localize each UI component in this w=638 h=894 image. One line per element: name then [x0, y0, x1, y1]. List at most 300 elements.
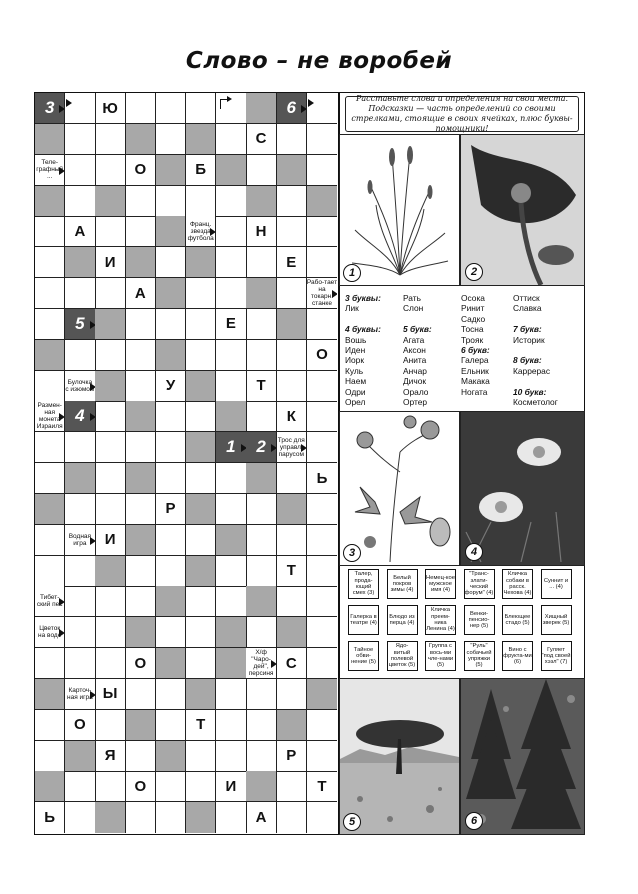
grid-cell[interactable]: [126, 710, 156, 741]
grid-cell[interactable]: [307, 556, 337, 587]
grid-cell[interactable]: [156, 802, 186, 833]
word-entry: Славка: [513, 303, 542, 314]
grid-cell[interactable]: [307, 741, 337, 772]
grid-cell[interactable]: [126, 525, 156, 556]
white-flowers-illustration: [461, 412, 584, 565]
grid-cell[interactable]: [246, 371, 276, 402]
grid-cell[interactable]: [126, 93, 156, 124]
grid-cell[interactable]: [186, 741, 216, 772]
grid-cell[interactable]: [95, 710, 125, 741]
grid-cell[interactable]: [277, 309, 307, 340]
clue-cell-text: Размен-ная монета Израиля: [36, 402, 63, 431]
grid-cell[interactable]: [95, 216, 125, 247]
grid-cell[interactable]: [95, 525, 125, 556]
grid-cell[interactable]: [186, 155, 216, 186]
word-entry: [513, 376, 558, 386]
grid-cell[interactable]: [307, 186, 337, 217]
grid-cell[interactable]: [95, 771, 125, 802]
grid-cell[interactable]: [216, 309, 246, 340]
grid-cell[interactable]: [65, 494, 95, 525]
grid-cell: [246, 432, 276, 463]
grid-cell[interactable]: [246, 617, 276, 648]
photo-4-flowers: [460, 411, 585, 566]
grid-cell[interactable]: [156, 525, 186, 556]
grid-cell[interactable]: [186, 648, 216, 679]
grid-cell[interactable]: [35, 371, 65, 402]
grid-cell[interactable]: [126, 340, 156, 371]
hint-box: Немец-кое мужское имя (4): [425, 569, 456, 599]
word-entry: Ортер: [403, 397, 428, 408]
grid-cell[interactable]: [95, 278, 125, 309]
grid-cell[interactable]: [35, 340, 65, 371]
grid-cell[interactable]: [216, 124, 246, 155]
grid-cell[interactable]: [65, 648, 95, 679]
grid-cell[interactable]: [277, 648, 307, 679]
grid-cell[interactable]: [35, 216, 65, 247]
photo-number-badge: 3: [343, 544, 361, 562]
grid-cell[interactable]: [246, 710, 276, 741]
grid-cell[interactable]: [186, 525, 216, 556]
grid-cell[interactable]: [246, 679, 276, 710]
grid-cell[interactable]: [65, 802, 95, 833]
clue-cell-text: Трос для управл. парусом: [277, 432, 306, 462]
clue-cell-text: Булочка с изюмом: [65, 371, 94, 401]
grid-cell[interactable]: [95, 155, 125, 186]
grid-cell[interactable]: [216, 494, 246, 525]
grid-cell[interactable]: [126, 216, 156, 247]
grid-cell[interactable]: [126, 278, 156, 309]
hint-box: "Руль" собачьей упряжки (5): [464, 641, 495, 671]
word-entry: Одри: [345, 386, 366, 397]
grid-cell[interactable]: [156, 124, 186, 155]
grid-cell[interactable]: [216, 155, 246, 186]
grid-cell[interactable]: [156, 278, 186, 309]
clue-cell-text: Рабо-тает на токарн. станке: [306, 279, 338, 308]
grid-cell[interactable]: [35, 247, 65, 278]
hint-box: Вино с фрукта-ми (6): [502, 641, 533, 671]
grid-cell[interactable]: [246, 309, 276, 340]
grid-cell[interactable]: [216, 556, 246, 587]
grid-cell[interactable]: [216, 802, 246, 833]
grid-cell[interactable]: [307, 463, 337, 494]
clue-cell: [65, 679, 95, 710]
grid-cell[interactable]: [307, 586, 337, 617]
grid-cell[interactable]: [95, 401, 125, 432]
grid-cell[interactable]: [216, 278, 246, 309]
hint-box: Кличка преем-ника Ленина (4): [425, 605, 456, 635]
grid-cell[interactable]: [307, 309, 337, 340]
grid-cell[interactable]: [156, 463, 186, 494]
grid-cell[interactable]: [156, 617, 186, 648]
grid-cell[interactable]: [307, 802, 337, 833]
grid-cell[interactable]: [35, 186, 65, 217]
grid-cell[interactable]: [126, 648, 156, 679]
photo-number-cell: 3: [44, 98, 55, 118]
grid-cell[interactable]: [156, 710, 186, 741]
grid-cell[interactable]: [156, 93, 186, 124]
grid-cell[interactable]: [186, 556, 216, 587]
clue-cell: [35, 401, 65, 432]
grid-cell[interactable]: [126, 494, 156, 525]
grid-cell[interactable]: [186, 278, 216, 309]
grid-cell[interactable]: [246, 93, 276, 124]
grid-cell[interactable]: [95, 556, 125, 587]
grid-cell[interactable]: [95, 586, 125, 617]
grid-cell[interactable]: [126, 186, 156, 217]
grid-cell[interactable]: [35, 525, 65, 556]
grid-cell[interactable]: [65, 432, 95, 463]
grid-cell[interactable]: [95, 309, 125, 340]
grid-cell[interactable]: [216, 586, 246, 617]
grid-cell[interactable]: [35, 710, 65, 741]
grid-cell[interactable]: [186, 124, 216, 155]
grid-cell[interactable]: [65, 247, 95, 278]
word-entry: Наем: [345, 376, 367, 387]
grid-cell[interactable]: [95, 679, 125, 710]
grid-cell[interactable]: [277, 124, 307, 155]
grid-cell[interactable]: [95, 247, 125, 278]
arrow-right-icon: [308, 99, 314, 107]
grid-cell[interactable]: [156, 648, 186, 679]
hint-box: Талер, прода-ющий смех (3): [348, 569, 379, 599]
grid-cell[interactable]: [307, 648, 337, 679]
grid-cell[interactable]: [307, 771, 337, 802]
clue-cell-text: Франц. звезда футбола: [186, 216, 215, 246]
grid-cell[interactable]: [65, 155, 95, 186]
morning-glory-illustration: [461, 135, 584, 285]
word-length-heading: 7 букв:: [513, 324, 542, 335]
photo-number-badge: 5: [343, 813, 361, 831]
clue-cell: [65, 371, 95, 402]
grid-cell[interactable]: [35, 309, 65, 340]
grid-cell[interactable]: [126, 401, 156, 432]
grid-cell[interactable]: [126, 155, 156, 186]
grid-cell[interactable]: [246, 771, 276, 802]
grid-cell[interactable]: [35, 679, 65, 710]
word-entry: [513, 345, 558, 355]
grid-cell[interactable]: [65, 186, 95, 217]
grid-cell[interactable]: [186, 586, 216, 617]
grid-cell[interactable]: [246, 155, 276, 186]
word-entry: Агата: [403, 334, 425, 345]
grid-cell[interactable]: [156, 401, 186, 432]
grid-cell[interactable]: [216, 216, 246, 247]
grid-cell[interactable]: [246, 247, 276, 278]
grid-cell[interactable]: [95, 617, 125, 648]
grid-cell[interactable]: [186, 494, 216, 525]
grid-cell[interactable]: [35, 802, 65, 833]
word-entry: [345, 314, 381, 324]
grid-cell[interactable]: [277, 401, 307, 432]
grid-cell[interactable]: [126, 371, 156, 402]
grid-cell[interactable]: [186, 802, 216, 833]
grid-cell[interactable]: [156, 371, 186, 402]
crossword-grid: [34, 92, 339, 835]
word-entry: Куль: [345, 365, 364, 376]
grid-cell[interactable]: [216, 93, 246, 124]
grid-cell[interactable]: [126, 679, 156, 710]
grid-cell[interactable]: [246, 802, 276, 833]
grid-cell[interactable]: [156, 186, 186, 217]
cell-letter: Я: [104, 747, 116, 765]
grid-cell[interactable]: [126, 586, 156, 617]
word-entry: Лик: [345, 303, 359, 314]
grid-cell[interactable]: [186, 340, 216, 371]
grid-cell[interactable]: [277, 216, 307, 247]
grid-cell[interactable]: [95, 93, 125, 124]
grid-cell[interactable]: [277, 556, 307, 587]
grid-cell[interactable]: [246, 401, 276, 432]
bent-arrow-icon: [220, 99, 230, 109]
grid-cell[interactable]: [186, 679, 216, 710]
grid-cell[interactable]: [307, 525, 337, 556]
word-entry: Анчар: [403, 365, 427, 376]
grid-cell[interactable]: [126, 124, 156, 155]
grid-cell[interactable]: [246, 340, 276, 371]
photo-number-badge: 2: [465, 263, 483, 281]
cell-letter: И: [104, 531, 116, 549]
grid-cell[interactable]: [307, 401, 337, 432]
grid-cell[interactable]: [35, 771, 65, 802]
grid-cell[interactable]: [277, 710, 307, 741]
grid-cell[interactable]: [307, 340, 337, 371]
grid-cell[interactable]: [186, 710, 216, 741]
grid-cell[interactable]: [126, 802, 156, 833]
grid-cell[interactable]: [95, 741, 125, 772]
grid-cell[interactable]: [186, 371, 216, 402]
grid-cell[interactable]: [156, 309, 186, 340]
word-entry: Иден: [345, 345, 366, 356]
grid-cell[interactable]: [35, 432, 65, 463]
grid-cell[interactable]: [65, 556, 95, 587]
grid-cell[interactable]: [35, 494, 65, 525]
grid-cell[interactable]: [65, 771, 95, 802]
grid-cell[interactable]: [186, 771, 216, 802]
word-entry: Оттиск: [513, 293, 540, 303]
word-column-2: [403, 293, 432, 407]
grid-cell[interactable]: [277, 186, 307, 217]
grid-cell[interactable]: [156, 155, 186, 186]
grid-cell[interactable]: [277, 586, 307, 617]
grid-cell[interactable]: [216, 463, 246, 494]
hint-box: Венки-пенсио-нер (5): [464, 605, 495, 635]
grid-cell[interactable]: [216, 710, 246, 741]
hint-box: Суннит и ... (4): [541, 569, 572, 599]
grid-cell[interactable]: [277, 278, 307, 309]
grid-cell[interactable]: [277, 741, 307, 772]
grid-cell[interactable]: [246, 741, 276, 772]
grid-cell[interactable]: [246, 586, 276, 617]
grid-cell[interactable]: [65, 617, 95, 648]
grid-cell[interactable]: [216, 741, 246, 772]
grid-cell[interactable]: [126, 771, 156, 802]
grid-cell[interactable]: [95, 186, 125, 217]
cell-letter: А: [74, 222, 86, 240]
instructions-box: [345, 96, 579, 132]
grid-cell[interactable]: [126, 247, 156, 278]
grid-cell[interactable]: [156, 586, 186, 617]
grid-cell[interactable]: [277, 371, 307, 402]
grid-cell[interactable]: [307, 617, 337, 648]
grid-cell[interactable]: [65, 278, 95, 309]
grid-cell[interactable]: [95, 340, 125, 371]
grid-cell[interactable]: [156, 494, 186, 525]
grid-cell[interactable]: [186, 247, 216, 278]
grid-cell[interactable]: [307, 124, 337, 155]
grid-cell[interactable]: [246, 186, 276, 217]
word-entry: Аксон: [403, 345, 426, 356]
grid-cell[interactable]: [246, 216, 276, 247]
grid-cell[interactable]: [65, 216, 95, 247]
photo-number-badge: 4: [465, 543, 483, 561]
grid-cell[interactable]: [35, 278, 65, 309]
grid-cell[interactable]: [277, 525, 307, 556]
grid-cell[interactable]: [65, 463, 95, 494]
acacia-tree-illustration: [340, 679, 459, 834]
grid-cell[interactable]: [246, 124, 276, 155]
cell-letter: Б: [195, 161, 207, 179]
grid-cell[interactable]: [246, 463, 276, 494]
grid-cell[interactable]: [65, 340, 95, 371]
grid-cell[interactable]: [65, 124, 95, 155]
cell-letter: К: [286, 407, 296, 425]
grid-cell[interactable]: [95, 494, 125, 525]
grid-cell[interactable]: [186, 401, 216, 432]
photo-5-tree: [339, 678, 460, 835]
grid-cell[interactable]: [156, 741, 186, 772]
grid-cell[interactable]: [277, 802, 307, 833]
grid-cell[interactable]: [35, 556, 65, 587]
cell-letter: Ы: [102, 685, 118, 703]
grid-cell[interactable]: [307, 494, 337, 525]
clue-cell: [186, 216, 216, 247]
grid-cell[interactable]: [246, 525, 276, 556]
grid-cell[interactable]: [65, 741, 95, 772]
grid-cell[interactable]: [95, 371, 125, 402]
grid-cell[interactable]: [156, 247, 186, 278]
grid-cell[interactable]: [216, 525, 246, 556]
grid-cell[interactable]: [307, 710, 337, 741]
grid-cell[interactable]: [186, 617, 216, 648]
grid-cell[interactable]: [35, 463, 65, 494]
cell-letter: О: [134, 654, 147, 672]
grid-cell[interactable]: [277, 771, 307, 802]
grid-cell[interactable]: [95, 463, 125, 494]
grid-cell[interactable]: [277, 494, 307, 525]
grid-cell[interactable]: [126, 556, 156, 587]
clue-cell-text: Цветок на воде: [35, 617, 64, 647]
grid-cell[interactable]: [216, 186, 246, 217]
grid-cell[interactable]: [216, 247, 246, 278]
grid-cell[interactable]: [307, 679, 337, 710]
grid-cell[interactable]: [126, 617, 156, 648]
grid-cell[interactable]: [156, 771, 186, 802]
grid-cell[interactable]: [246, 278, 276, 309]
grid-cell[interactable]: [277, 155, 307, 186]
cell-letter: Е: [286, 253, 297, 271]
word-entry: Садко: [461, 313, 486, 324]
photo-6-forest: [460, 678, 585, 835]
grid-cell[interactable]: [156, 432, 186, 463]
hint-box: Блюдо из перца (4): [387, 605, 418, 635]
grid-cell[interactable]: [156, 340, 186, 371]
clue-cell-text: Х/ф "Чаро-дей", персиня: [246, 648, 275, 678]
grid-cell[interactable]: [307, 155, 337, 186]
clue-cell: [35, 617, 65, 648]
grid-cell[interactable]: [126, 309, 156, 340]
word-column-1: [345, 293, 381, 407]
cell-letter: И: [225, 777, 237, 795]
grid-cell[interactable]: [186, 93, 216, 124]
cell-letter: Р: [286, 747, 297, 765]
grid-cell[interactable]: [186, 432, 216, 463]
grass-plant-illustration: [340, 135, 459, 285]
grid-cell[interactable]: [156, 556, 186, 587]
grid-cell[interactable]: [216, 771, 246, 802]
grid-cell[interactable]: [216, 648, 246, 679]
grid-cell[interactable]: [65, 93, 95, 124]
grid-cell[interactable]: [307, 247, 337, 278]
grid-cell[interactable]: [277, 247, 307, 278]
word-entry: Историк: [513, 334, 545, 345]
clue-cell-text: Тибет-ский пес: [35, 586, 64, 616]
cell-letter: Е: [225, 315, 236, 333]
grid-cell[interactable]: [126, 463, 156, 494]
grid-cell[interactable]: [186, 186, 216, 217]
grid-cell[interactable]: [35, 741, 65, 772]
grid-cell[interactable]: [277, 463, 307, 494]
grid-cell[interactable]: [65, 586, 95, 617]
grid-cell[interactable]: [277, 340, 307, 371]
grid-cell[interactable]: [95, 432, 125, 463]
grid-cell[interactable]: [35, 648, 65, 679]
hint-box: Кличка собаки в расск. Чехова (4): [502, 569, 533, 599]
grid-cell[interactable]: [216, 617, 246, 648]
word-entry: Анита: [403, 355, 427, 366]
grid-cell[interactable]: [277, 617, 307, 648]
grid-cell[interactable]: [216, 371, 246, 402]
arrow-right-icon: [66, 99, 72, 107]
word-entry: Галера: [461, 355, 489, 366]
grid-cell[interactable]: [35, 124, 65, 155]
grid-cell[interactable]: [307, 93, 337, 124]
grid-cell[interactable]: [65, 710, 95, 741]
grid-cell[interactable]: [216, 679, 246, 710]
grid-cell[interactable]: [307, 371, 337, 402]
cell-letter: Н: [255, 222, 267, 240]
grid-cell[interactable]: [216, 340, 246, 371]
grid-cell[interactable]: [95, 124, 125, 155]
word-length-heading: 10 букв:: [513, 386, 547, 397]
grid-cell[interactable]: [246, 494, 276, 525]
grid-cell[interactable]: [126, 741, 156, 772]
grid-cell[interactable]: [277, 679, 307, 710]
photo-number-badge: 1: [343, 264, 361, 282]
hint-box: Галерка в театре (4): [348, 605, 379, 635]
grid-cell[interactable]: [95, 648, 125, 679]
grid-cell[interactable]: [95, 802, 125, 833]
cell-letter: О: [134, 161, 147, 179]
grid-cell[interactable]: [186, 463, 216, 494]
grid-cell[interactable]: [307, 216, 337, 247]
grid-cell[interactable]: [186, 309, 216, 340]
grid-cell[interactable]: [156, 679, 186, 710]
grid-cell[interactable]: [216, 401, 246, 432]
grid-cell[interactable]: [156, 216, 186, 247]
grid-cell[interactable]: [246, 556, 276, 587]
grid-cell[interactable]: [126, 432, 156, 463]
grid-cell[interactable]: [307, 432, 337, 463]
